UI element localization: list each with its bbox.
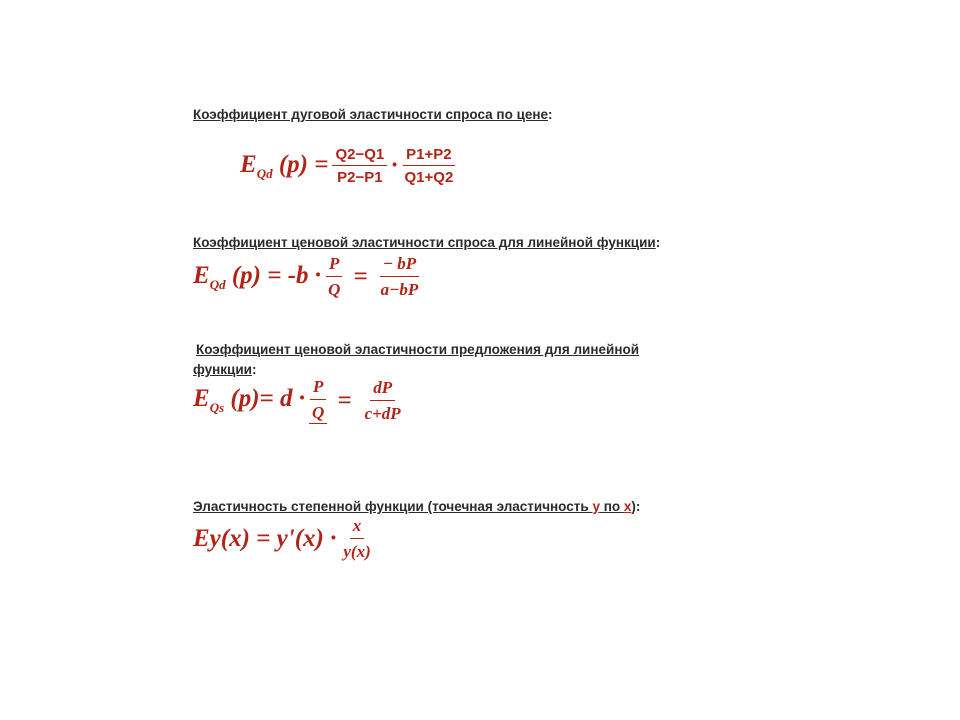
formula1-dot: · bbox=[391, 152, 398, 179]
formula-price-demand-elasticity bbox=[193, 254, 425, 300]
formula-supply-elasticity bbox=[193, 377, 408, 424]
heading-price-demand-text: Коэффициент ценовой эластичности спроса для линейной функции bbox=[193, 235, 656, 250]
formula2-fraction-1: $\frac{P}{Q}$ bbox=[325, 254, 343, 300]
heading-arc-elasticity-text: Коэффициент дуговой эластичности спроса по цене bbox=[193, 107, 549, 122]
heading-x-var: x bbox=[623, 499, 632, 514]
formula4-lhs: Ey(x) = y'(x) · bbox=[193, 525, 337, 552]
formula3-fraction-2: $\frac{dP}{c+dP}$ bbox=[364, 377, 401, 423]
formula-power-function-elasticity bbox=[193, 516, 378, 562]
formula2-equals: = bbox=[353, 263, 368, 290]
formula4-fraction: $\frac{x}{y(x)}$ bbox=[343, 516, 371, 561]
formula2-lhs: $E_{Qd}$ (p) = -b · bbox=[193, 261, 322, 292]
formula3-equals: = bbox=[337, 386, 352, 414]
formula3-lhs: $E_{Qs}$ (p)= d · bbox=[193, 385, 306, 415]
formula1-fraction-1: $\frac{Q2-Q1}{P2-P1}$ bbox=[332, 146, 387, 186]
heading-power-function-elasticity: Эластичность степенной функции (точечная эластичность y по x): bbox=[193, 499, 641, 514]
heading-arc-elasticity-colon: : bbox=[548, 107, 553, 122]
formula2-fraction-2: $\frac{- bP}{a-bP}$ bbox=[380, 254, 419, 299]
formula-arc-elasticity bbox=[240, 146, 460, 186]
formula1-fraction-2: $\frac{P1+P2}{Q1+Q2}$ bbox=[404, 146, 454, 186]
heading-supply-elasticity-line2: функции: bbox=[193, 362, 257, 377]
formula3-fraction-1: $\frac{P}{Q}$ bbox=[309, 377, 327, 424]
heading-price-demand-colon: : bbox=[655, 235, 661, 250]
heading-y-var: y bbox=[592, 499, 600, 514]
heading-arc-elasticity bbox=[193, 107, 553, 122]
heading-price-demand-elasticity bbox=[193, 235, 660, 250]
heading-supply-elasticity-line1: Коэффициент ценовой эластичности предложения для линейной bbox=[196, 342, 640, 357]
formula1-lhs: $E_{Qd}$ (p) = bbox=[240, 150, 329, 181]
